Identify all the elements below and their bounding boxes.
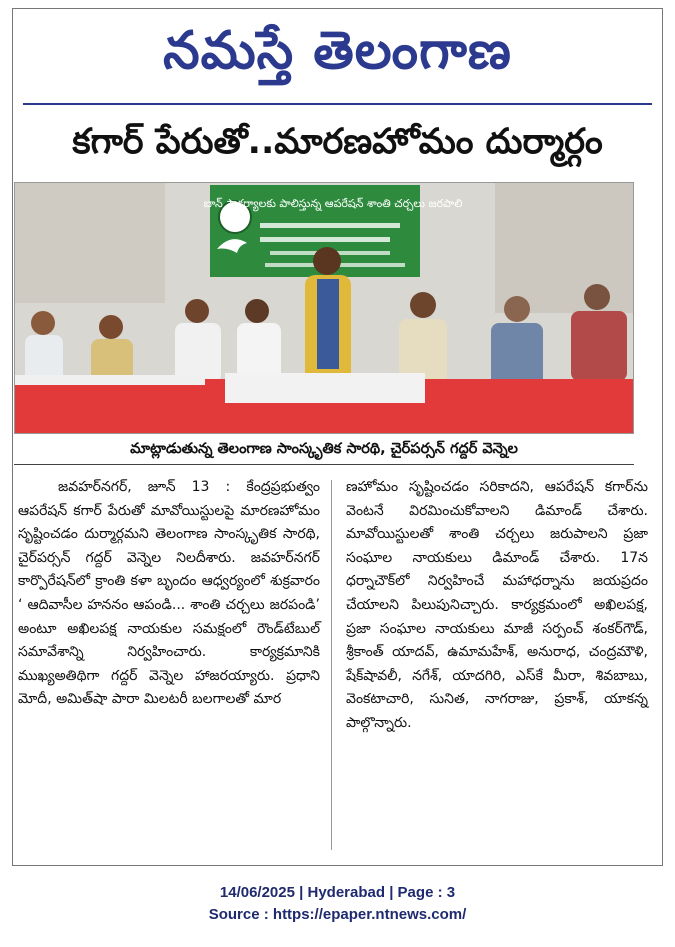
photo-caption: మాట్లాడుతున్న తెలంగాణ సాంస్కృతిక సారథి, చైర్‌పర్సన్ గద్దర్ వెన్నెల: [130, 441, 518, 457]
masthead-rule: [23, 103, 652, 105]
article-photo: [14, 182, 634, 434]
footer-source-line: Source : https://epaper.ntnews.com/: [208, 906, 467, 923]
article-text-right: ణహోమం సృష్టించడం సరికాదని, ఆపరేషన్ కగార్‌ను వెంటనే విరమించుకోవాలని డిమాండ్ చేశారు. మావోయిస్టులతో శాంతి చర్చలు జరుపాలని ప్రజా సంఘాల నాయకులు డిమాండ్ చేశారు. 17న ధర్నాచౌక్‌లో నిర్వహించే మహాధర్నాను జయప్రదం చేయాలని పిలుపునిచ్చారు. కార్యక్రమంలో అఖిలపక్ష, ప్రజా సంఘాల నాయకులు మాజీ సర్పంచ్ శంకర్‌గౌడ్, శ్రీకాంత్ యాదవ్, ఉమామహేశ్, అనురాధ, చంద్రమౌళి, షేక్‌షావలీ, నగేశ్, యాదగిరి, ఎస్‌కే మీరా, శివబాబు, వెంకటాచారి, సునిత, నాగరాజు, ప్రకాశ్, యాకన్న పాల్గొన్నారు.: [346, 479, 648, 731]
article-text-left: జవహర్‌నగర్, జూన్ 13 : కేంద్రప్రభుత్వం ఆపరేషన్ కగార్ పేరుతో మావోయిస్టులపై మారణహోమం సృష్టించడం దుర్మార్గమని తెలంగాణ సాంస్కృతిక సారథి, చైర్‌పర్సన్ గద్దర్ వెన్నెల నిలదీశారు. జవహర్‌నగర్ కార్పొరేషన్‌లో క్రాంతి కళా బృందం ఆధ్వర్యంలో శుక్రవారం ‘ ఆదివాసీల హననం ఆపండి... శాంతి చర్చలు జరపండి’ అంటూ అఖిలపక్ష నాయకుల సమక్షంలో రౌండ్‌టేబుల్ సమావేశాన్ని నిర్వహించారు. కార్యక్రమానికి ముఖ్యఅతిథిగా గద్దర్ వెన్నెల హాజరయ్యారు. ప్రధాని మోదీ, అమిత్‌షా పారా మిలటరీ బలగాలతో మార: [18, 479, 320, 708]
banner-text: బాన్ సౌకర్యాలకు పాలిస్తున్న ఆపరేషన్ శాంతి చర్చలు జరపాలి: [203, 197, 463, 210]
event-photo-illustration: [15, 183, 634, 434]
attendee-figures-right: [399, 284, 627, 393]
article-headline: కగార్ పేరుతో..మారణహోమం దుర్మార్గం: [72, 122, 603, 162]
caption-rule: [14, 464, 634, 465]
column-divider: [331, 480, 332, 850]
article-column-right: [346, 476, 648, 736]
masthead-title: నమస్తే తెలంగాణ: [163, 20, 512, 81]
article-column-left: [18, 476, 320, 712]
footer-date-line: 14/06/2025 | Hyderabad | Page : 3: [219, 884, 456, 901]
